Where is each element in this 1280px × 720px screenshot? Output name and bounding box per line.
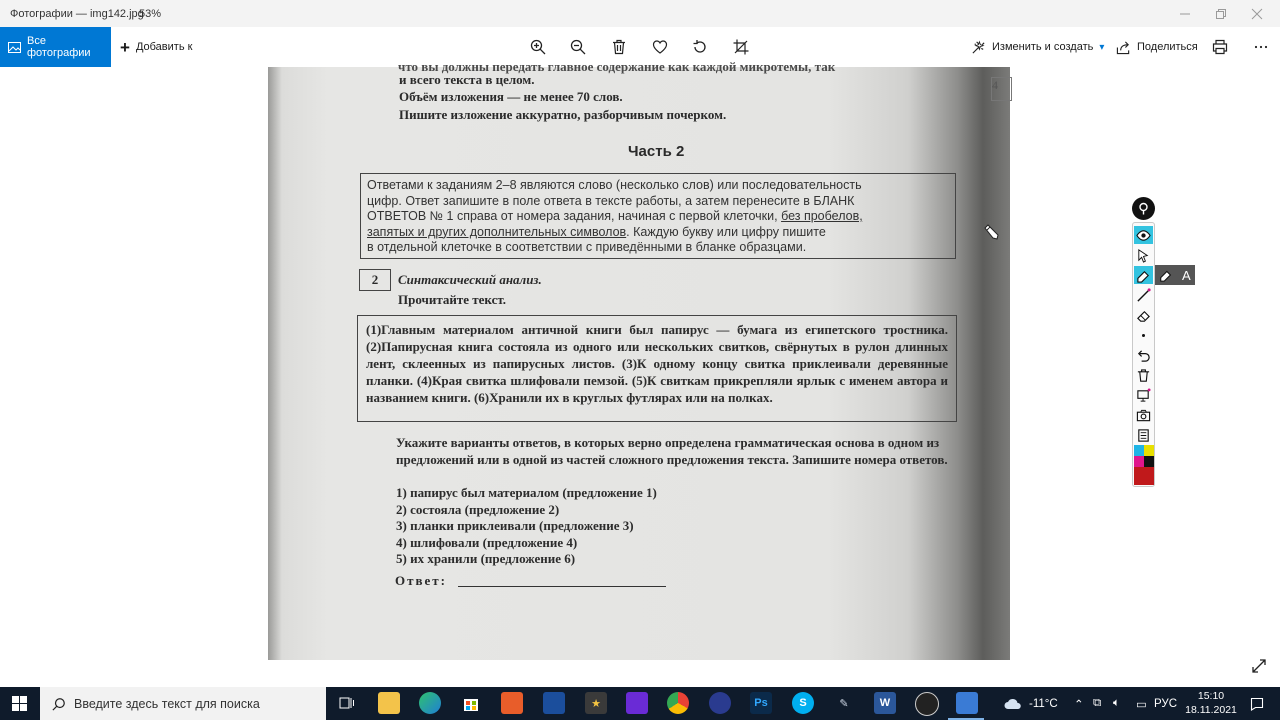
palette-screen-tool[interactable] bbox=[1134, 386, 1153, 404]
share-label: Поделиться bbox=[1137, 41, 1198, 53]
photos-app-button[interactable] bbox=[956, 692, 978, 714]
read-instruction: Прочитайте текст. bbox=[398, 292, 507, 307]
palette-trash-tool[interactable] bbox=[1134, 366, 1153, 384]
more-button[interactable] bbox=[1251, 37, 1271, 57]
dot-icon bbox=[1136, 328, 1151, 343]
favorite-button[interactable] bbox=[650, 37, 670, 57]
crop-icon bbox=[733, 39, 749, 55]
notes-icon bbox=[1136, 428, 1151, 443]
camera-icon bbox=[1136, 408, 1151, 423]
pen-icon bbox=[1136, 288, 1151, 303]
close-button[interactable] bbox=[1234, 0, 1280, 27]
task-view-icon bbox=[339, 696, 355, 710]
tool-icon: ✎ bbox=[839, 697, 849, 710]
task-title: Синтаксический анализ. bbox=[398, 272, 542, 287]
palette-camera-tool[interactable] bbox=[1134, 406, 1153, 424]
palette-marker-tool[interactable] bbox=[1134, 266, 1153, 284]
color-row-1 bbox=[1134, 445, 1154, 456]
minimize-icon bbox=[1180, 9, 1190, 19]
option-item: 4) шлифовали (предложение 4) bbox=[396, 534, 578, 550]
options-list bbox=[396, 485, 657, 568]
app-button-round[interactable] bbox=[709, 692, 731, 714]
palette-pin-button[interactable] bbox=[1132, 197, 1155, 220]
zoom-in-icon bbox=[530, 39, 546, 55]
eraser-icon bbox=[1136, 308, 1151, 323]
text-tool-letter[interactable]: A bbox=[1181, 267, 1191, 283]
add-to-button[interactable] bbox=[120, 27, 192, 67]
taskbar-search-box[interactable] bbox=[40, 687, 326, 720]
zoom-out-button[interactable] bbox=[568, 37, 588, 57]
taskbar-clock[interactable] bbox=[1180, 689, 1242, 717]
pencil-cursor-icon bbox=[983, 224, 999, 240]
photo-view[interactable] bbox=[268, 59, 1010, 660]
palette-eraser-tool[interactable] bbox=[1134, 306, 1153, 324]
more-icon bbox=[1253, 39, 1269, 55]
palette-pointer-tool[interactable] bbox=[1134, 246, 1153, 264]
window-title: Фотографии — img142.jpg bbox=[10, 8, 144, 20]
color-swatch-magenta[interactable] bbox=[1134, 456, 1144, 467]
fullscreen-icon[interactable] bbox=[1251, 658, 1267, 674]
palette-dot-tool[interactable] bbox=[1134, 326, 1153, 344]
undo-icon bbox=[1136, 348, 1151, 363]
store-icon bbox=[462, 694, 480, 712]
question-text: Укажите варианты ответов, в которых верно определена грамматическая основа в одном из предложений или в одной из частей сложного предложения текста. Запишите номера ответов. bbox=[396, 435, 948, 467]
color-swatch-black[interactable] bbox=[1144, 456, 1154, 467]
photoshop-button[interactable] bbox=[750, 692, 772, 714]
clock-time: 15:10 bbox=[1197, 690, 1225, 702]
zoom-in-button[interactable] bbox=[528, 37, 548, 57]
instruction-line-3: ОТВЕТОВ № 1 справа от номера задания, начиная с первой клеточки, без пробелов, bbox=[367, 209, 863, 223]
color-swatch-cyan[interactable] bbox=[1134, 445, 1144, 456]
palette-pen-tool[interactable] bbox=[1134, 286, 1153, 304]
drawing-palette bbox=[1132, 222, 1155, 487]
edge-button[interactable] bbox=[419, 692, 441, 714]
notification-icon bbox=[1250, 697, 1264, 711]
instruction-line-4: запятых и других дополнительных символов. Каждую букву или цифру пишите bbox=[367, 224, 826, 239]
option-item: 2) состояла (предложение 2) bbox=[396, 501, 560, 517]
cloud-icon bbox=[1004, 698, 1022, 710]
skype-button[interactable] bbox=[792, 692, 814, 714]
task-number: 2 bbox=[359, 269, 391, 291]
add-to-label: Добавить к bbox=[135, 41, 193, 53]
instruction-line-1: Ответами к заданиям 2–8 являются слово (несколько слов) или последовательность bbox=[367, 178, 862, 192]
skype-icon: S bbox=[799, 697, 807, 709]
zoom-out-icon bbox=[570, 39, 586, 55]
palette-undo-tool[interactable] bbox=[1134, 346, 1153, 364]
search-icon bbox=[52, 697, 66, 711]
passage-text: (1)Главным материалом античной книги был папирус — бумага из египетского тростника. (2)Папирусная книга состояла из одного или нескольких свитков, свёрнутых в рулон длинных лент, склеенных из папирусных листов. (3)К одному концу свитка приклеивали деревянные планки. (4)Края свитка шлифовали пемзой. (5)К свиткам прикрепляли ярлык с именем автора и названием книги. (6)Хранили их в круглых футлярах или на полках. bbox=[366, 322, 948, 405]
edit-icon bbox=[971, 40, 986, 55]
chevron-up-icon: ⌃ bbox=[1074, 698, 1084, 711]
edit-create-label: Изменить и создать bbox=[992, 41, 1094, 53]
instruction-line-5: в отдельной клеточке в соответствии с приведёнными в бланке образцами. bbox=[367, 240, 807, 254]
windows-start-icon[interactable] bbox=[12, 696, 27, 711]
crop-button[interactable] bbox=[731, 37, 751, 57]
notifications-button[interactable] bbox=[1250, 687, 1264, 720]
page-line-3: Пишите изложение аккуратно, разборчивым почерком. bbox=[399, 107, 727, 122]
language-label: РУС bbox=[1154, 697, 1178, 710]
battery-icon: ▭ bbox=[1136, 698, 1147, 711]
page-corner-mark: 4 bbox=[991, 77, 1012, 101]
close-icon bbox=[1252, 9, 1262, 19]
chrome-button[interactable] bbox=[667, 692, 689, 714]
color-row-2 bbox=[1134, 456, 1154, 467]
marker-popout[interactable] bbox=[1155, 265, 1195, 285]
photos-icon bbox=[8, 41, 21, 54]
plus-icon: + bbox=[120, 37, 130, 57]
pin-icon bbox=[1137, 202, 1150, 215]
screen-icon bbox=[1136, 388, 1151, 403]
delete-icon bbox=[611, 39, 627, 55]
instructions-box bbox=[360, 173, 956, 259]
rotate-icon bbox=[692, 39, 708, 55]
cut-text-line: что вы должны передать главное содержание как каждой микротемы, так bbox=[398, 59, 836, 74]
obs-button[interactable] bbox=[915, 692, 939, 716]
heart-icon bbox=[652, 39, 668, 55]
print-icon bbox=[1212, 39, 1228, 55]
edit-create-button[interactable] bbox=[971, 27, 1104, 67]
language-indicator[interactable] bbox=[1154, 687, 1177, 720]
movie-maker-button[interactable] bbox=[585, 692, 607, 714]
chevron-down-icon: ▾ bbox=[1099, 41, 1105, 53]
clock-date: 18.11.2021 bbox=[1185, 704, 1237, 716]
option-item: 3) планки приклеивали (предложение 3) bbox=[396, 518, 634, 533]
word-icon: W bbox=[879, 697, 891, 709]
app-button-blue[interactable] bbox=[543, 692, 565, 714]
page-line-1: и всего текста в целом. bbox=[399, 72, 535, 87]
network-tray[interactable] bbox=[1093, 687, 1101, 720]
trash-icon bbox=[1136, 368, 1151, 383]
weather-temp: -11°C bbox=[1029, 697, 1058, 710]
share-icon bbox=[1116, 40, 1131, 55]
volume-tray[interactable] bbox=[1113, 687, 1120, 720]
palette-eye-tool[interactable] bbox=[1134, 226, 1153, 244]
windows-taskbar bbox=[0, 687, 1280, 720]
option-item: 1) папирус был материалом (предложение 1) bbox=[396, 485, 657, 500]
pointer-icon bbox=[1136, 248, 1151, 263]
eye-icon bbox=[1136, 228, 1151, 243]
answer-line bbox=[458, 586, 666, 587]
office-button[interactable] bbox=[501, 692, 523, 714]
color-swatch-yellow[interactable] bbox=[1144, 445, 1154, 456]
tray-chevron[interactable] bbox=[1074, 687, 1084, 720]
zoom-level: 53% bbox=[139, 8, 162, 20]
color-swatch-red[interactable] bbox=[1134, 467, 1154, 485]
rotate-button[interactable] bbox=[690, 37, 710, 57]
task-view-button[interactable] bbox=[336, 692, 358, 714]
file-explorer-button[interactable] bbox=[378, 692, 400, 714]
all-photos-button[interactable] bbox=[0, 27, 111, 67]
visual-studio-button[interactable] bbox=[626, 692, 648, 714]
answer-label: Ответ: bbox=[395, 573, 448, 588]
network-icon: ⧉ bbox=[1093, 697, 1102, 709]
share-button[interactable] bbox=[1116, 27, 1198, 67]
passage-box bbox=[357, 315, 957, 422]
photoshop-icon: Ps bbox=[754, 697, 768, 709]
delete-button[interactable] bbox=[609, 37, 629, 57]
marker-icon bbox=[1136, 268, 1151, 283]
weather-widget[interactable] bbox=[1004, 687, 1058, 720]
all-photos-label: Все фотографии bbox=[27, 35, 91, 59]
part-title: Часть 2 bbox=[628, 143, 685, 160]
print-button[interactable] bbox=[1210, 37, 1230, 57]
marker-icon bbox=[1159, 268, 1173, 282]
instruction-line-2: цифр. Ответ запишите в поле ответа в тексте работы, а затем перенесите в БЛАНК bbox=[367, 193, 855, 208]
title-bar bbox=[0, 0, 1280, 27]
restore-icon bbox=[1216, 9, 1226, 19]
speaker-icon: 🔈︎ bbox=[1113, 697, 1120, 709]
word-button[interactable] bbox=[874, 692, 896, 714]
page-line-2: Объём изложения — не менее 70 слов. bbox=[399, 89, 623, 104]
store-button[interactable] bbox=[460, 692, 482, 714]
palette-notes-tool[interactable] bbox=[1134, 426, 1153, 444]
search-placeholder: Введите здесь текст для поиска bbox=[74, 696, 260, 711]
star-icon: ★ bbox=[591, 697, 601, 710]
option-item: 5) их хранили (предложение 6) bbox=[396, 551, 576, 566]
utility-button[interactable] bbox=[833, 692, 855, 714]
battery-tray[interactable] bbox=[1136, 687, 1147, 720]
